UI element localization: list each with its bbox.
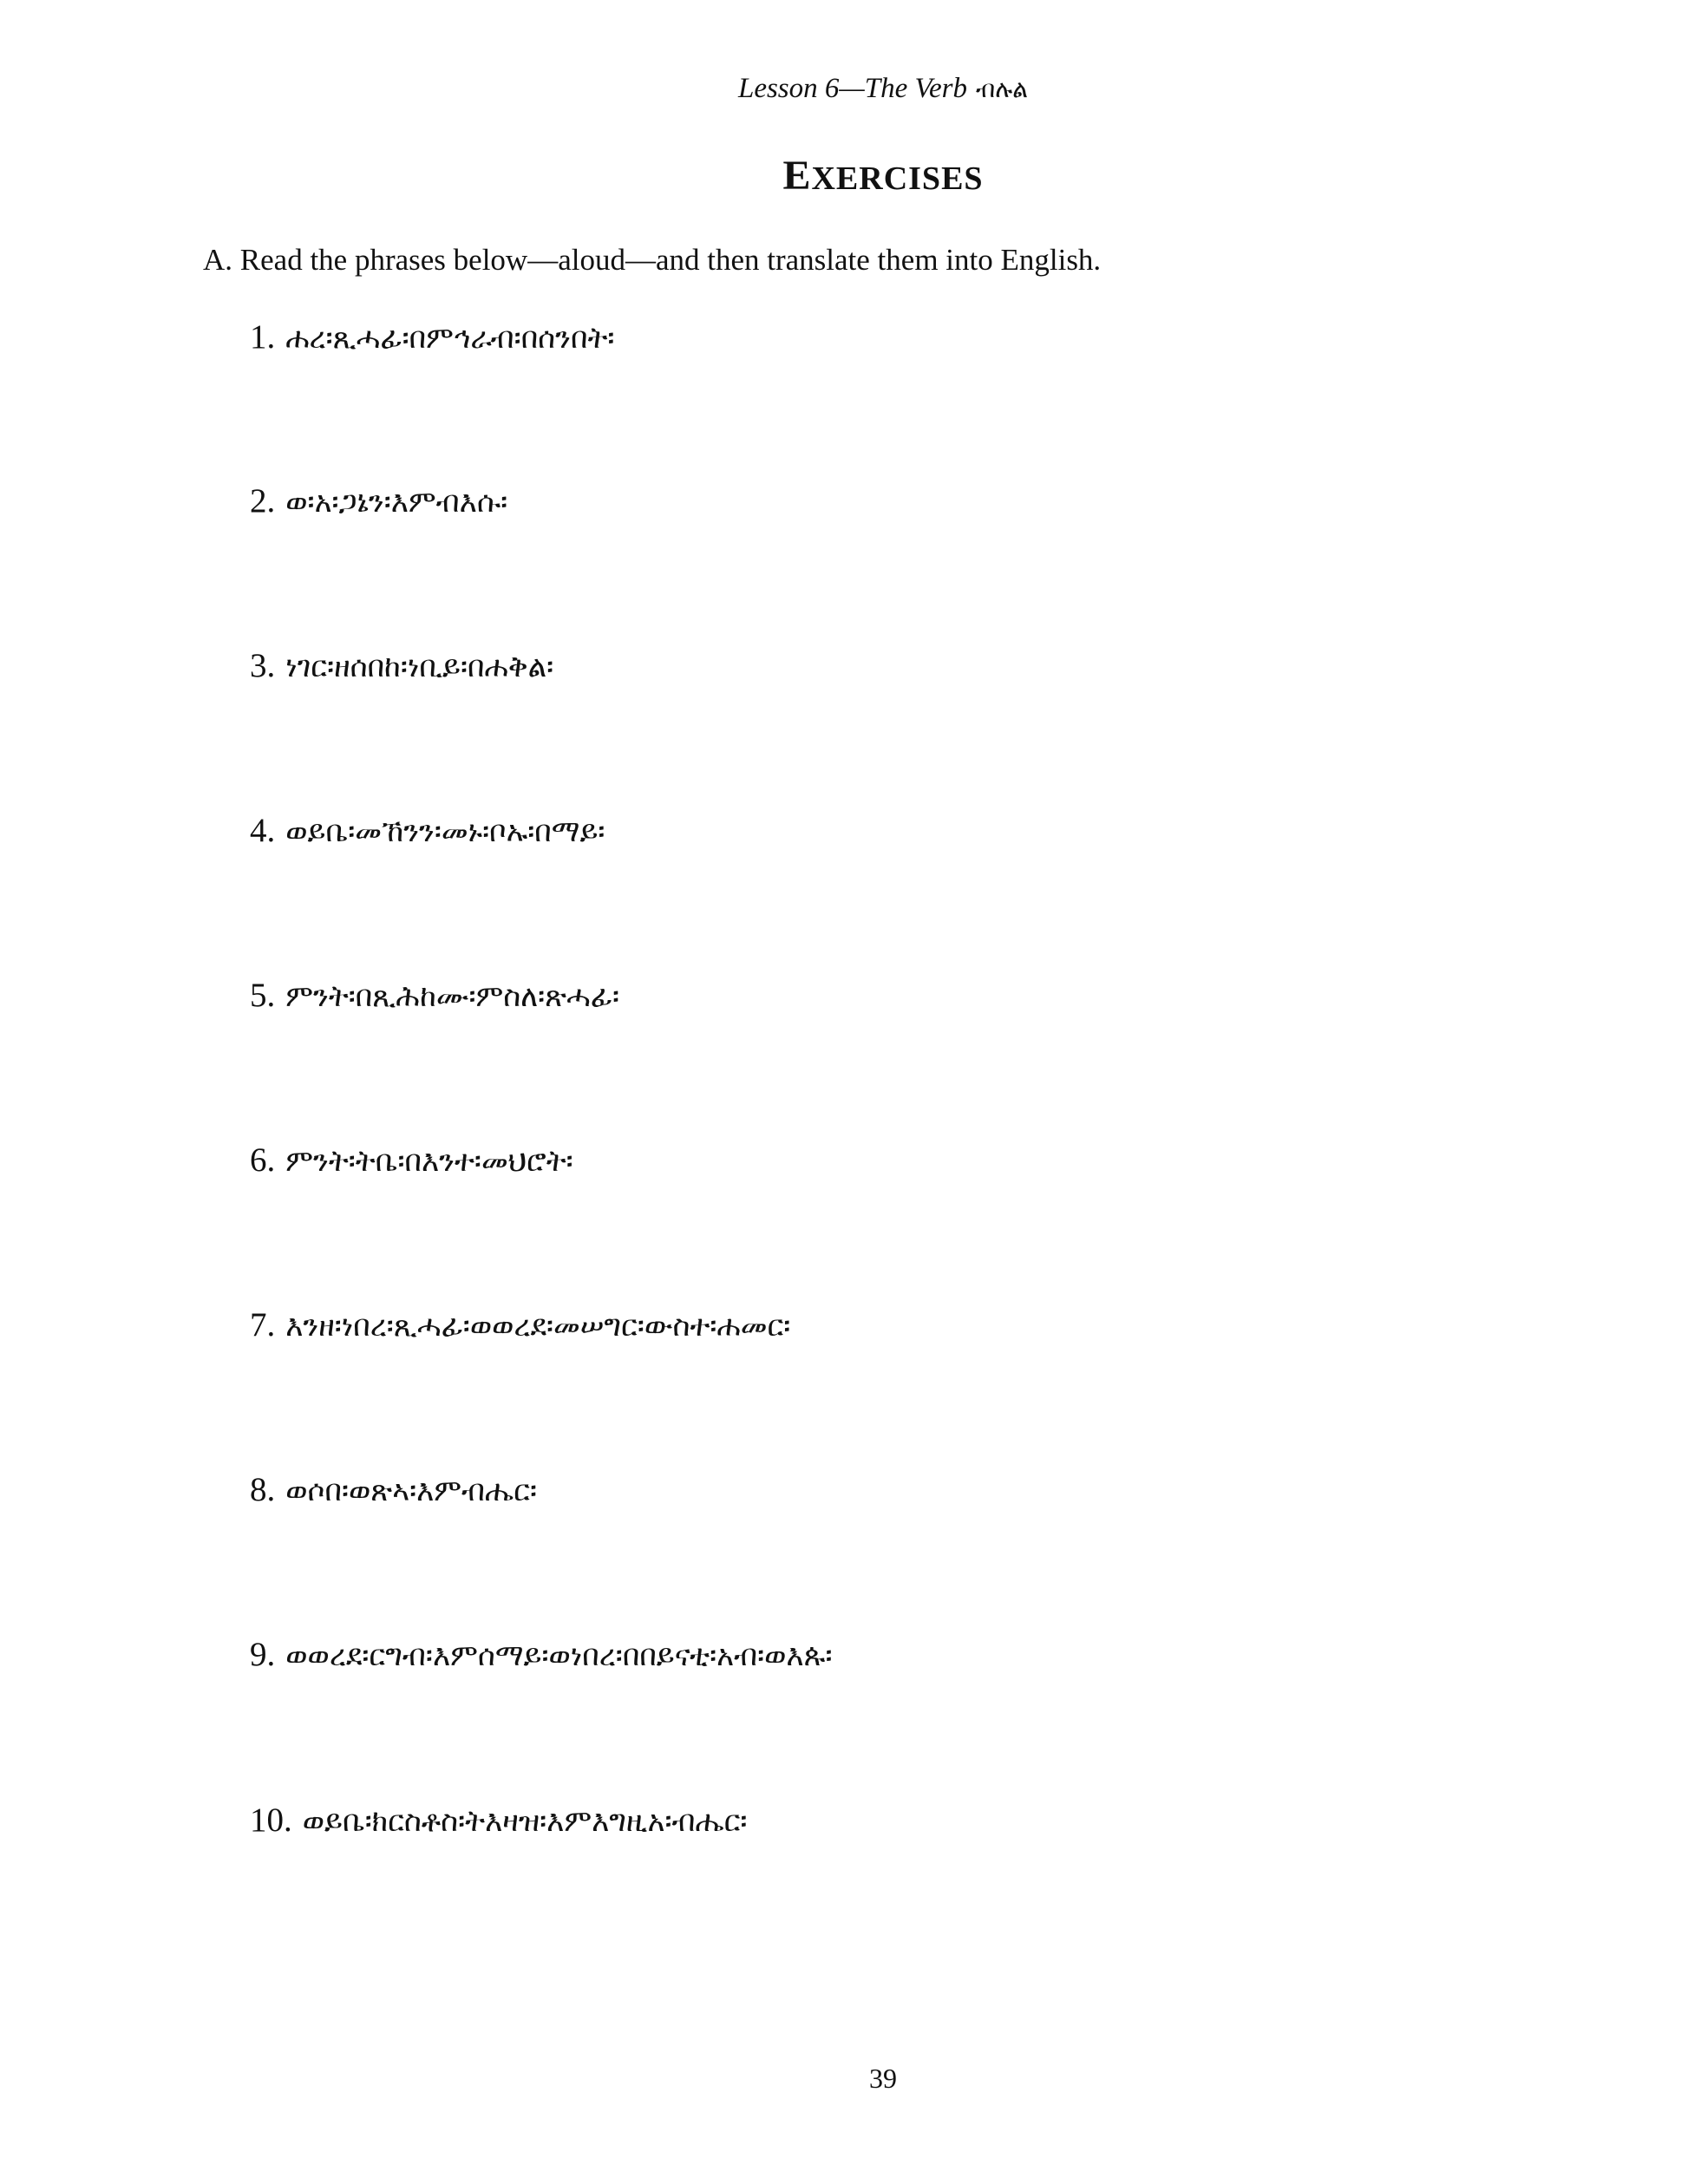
section-title-initial: E: [782, 153, 812, 199]
exercise-number: 9.: [250, 1636, 276, 1673]
exercise-item-3: [250, 646, 553, 685]
section-title-rest: XERCISES: [811, 160, 984, 197]
exercise-phrase: ወወረደ፡ርግብ፡እምሰማይ፡ወነበረ፡በበይናቲ፡አብ፡ወእጱ፡: [285, 1638, 833, 1673]
exercise-number: 1.: [250, 318, 276, 356]
exercise-phrase: ወ፡አ፡ጋኔን፡እምብእሱ፡: [285, 485, 508, 520]
exercise-item-7: [250, 1305, 790, 1344]
running-header-title: Lesson 6—The Verb: [737, 73, 967, 104]
exercise-phrase: ወሶበ፡ወጽኣ፡እምብሔር፡: [285, 1474, 537, 1508]
exercise-item-9: [250, 1635, 832, 1674]
exercise-number: 4.: [250, 812, 276, 849]
exercise-item-4: [250, 811, 605, 850]
exercise-phrase: እንዘ፡ነበረ፡ጺሓፊ፡ወወረደ፡መሠግር፡ውስተ፡ሐመር፡: [285, 1309, 791, 1344]
exercise-phrase: ወይቤ፡ክርስቶስ፡ትእዛዝ፡እምእግዚአ፡ብሔር፡: [302, 1804, 748, 1839]
running-header-geez-title: ብሉል: [976, 75, 1029, 103]
exercise-item-5: [250, 976, 619, 1015]
exercise-phrase: ምንት፡ትቤ፡በእንተ፡መህሮት፡: [285, 1144, 573, 1179]
exercise-number: 3.: [250, 647, 276, 684]
exercise-number: 6.: [250, 1141, 276, 1179]
exercise-number: 7.: [250, 1306, 276, 1344]
exercise-phrase: ወይቤ፡መኸንን፡መኑ፡ቦኡ፡በማይ፡: [285, 814, 605, 849]
exercise-number: 8.: [250, 1471, 276, 1508]
exercise-item-1: [250, 317, 614, 356]
exercise-item-10: [250, 1801, 747, 1840]
exercise-item-6: [250, 1141, 573, 1180]
exercise-phrase: ምንት፡በጺሕከሙ፡ምስለ፡ጽሓፊ፡: [285, 979, 620, 1014]
exercise-phrase: ነገር፡ዘሰበከ፡ነቢይ፡በሐቅል፡: [285, 650, 554, 684]
exercise-number: 10.: [250, 1801, 292, 1839]
exercise-item-8: [250, 1470, 537, 1509]
section-title: [0, 152, 1688, 199]
exercise-instructions: A. Read the phrases below—aloud—and then translate them into English.: [203, 243, 1102, 277]
exercise-number: 5.: [250, 977, 276, 1014]
page-number: 39: [869, 2063, 897, 2094]
exercise-item-2: [250, 481, 507, 520]
running-header: [0, 73, 1688, 105]
exercise-number: 2.: [250, 482, 276, 520]
exercise-phrase: ሐረ፡ጺሓፊ፡በምኅራብ፡በሰንበት፡: [285, 321, 615, 356]
